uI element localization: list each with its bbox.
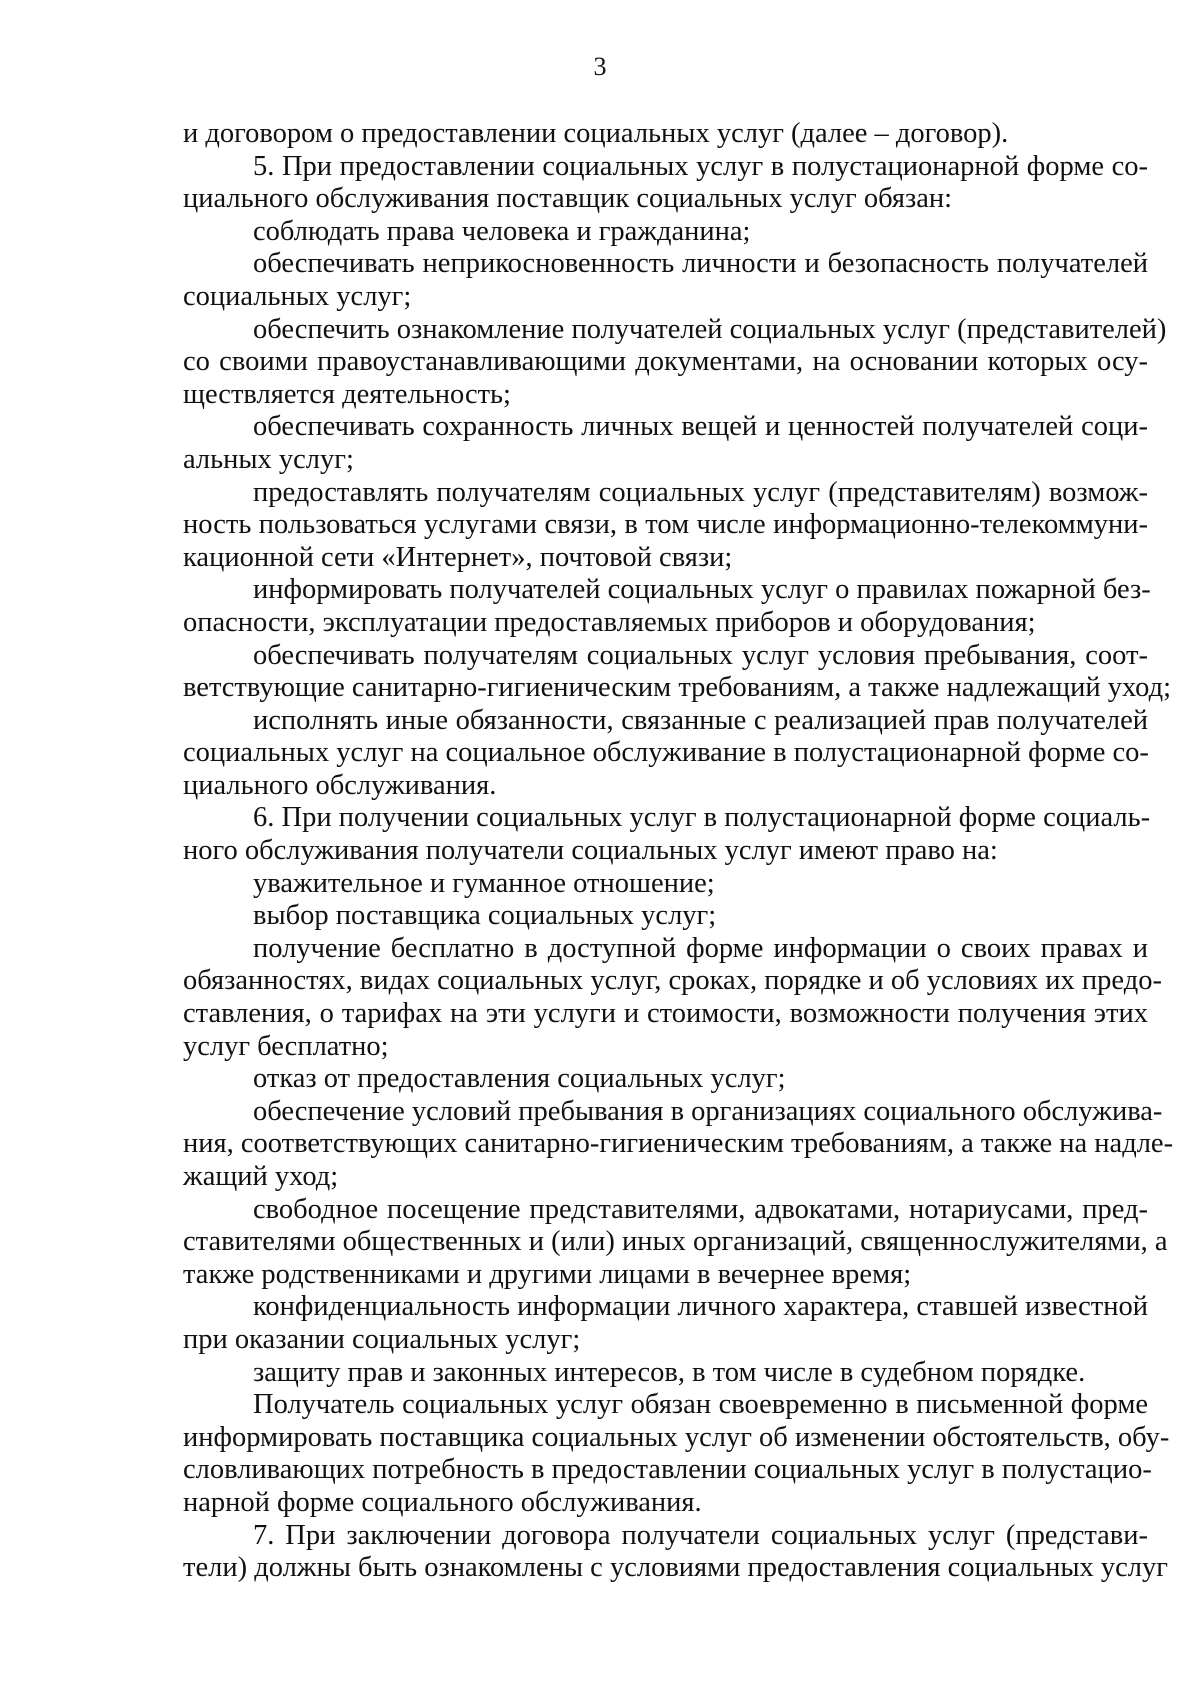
text-line: обеспечивать сохранность личных вещей и ценностей получателей соци- [253, 411, 1148, 443]
text-line: кационной сети «Интернет», почтовой связи; [183, 541, 733, 573]
text-line: нарной форме социального обслуживания. [183, 1486, 702, 1518]
text-line: опасности, эксплуатации предоставляемых приборов и оборудования; [183, 606, 1036, 638]
text-line: защиту прав и законных интересов, в том числе в судебном порядке. [253, 1356, 1086, 1388]
text-line: жащий уход; [183, 1161, 339, 1192]
text-line: ставителями общественных и (или) иных организаций, священнослужителями, а [183, 1226, 1168, 1258]
text-line: социальных услуг; [183, 280, 412, 312]
text-line: обязанностях, видах социальных услуг, сроках, порядке и об условиях их предо- [183, 965, 1162, 997]
text-line: ного обслуживания получатели социальных услуг имеют право на: [183, 835, 998, 867]
text-line: соблюдать права человека и гражданина; [253, 215, 751, 247]
text-line: 7. При заключении договора получатели социальных услуг (представи- [253, 1519, 1148, 1551]
text-line: обеспечить ознакомление получателей социальных услуг (представителей) [253, 313, 1167, 345]
text-line: отказ от предоставления социальных услуг; [253, 1063, 786, 1095]
text-line: Получатель социальных услуг обязан своевременно в письменной форме [253, 1389, 1148, 1421]
text-line: тели) должны быть ознакомлены с условиями предоставления социальных услуг [183, 1552, 1168, 1584]
text-line: при оказании социальных услуг; [183, 1323, 581, 1355]
text-line: альных услуг; [183, 443, 354, 475]
text-line: уважительное и гуманное отношение; [253, 867, 715, 899]
text-line: выбор поставщика социальных услуг; [253, 900, 717, 932]
text-line: ность пользоваться услугами связи, в том числе информационно-телекоммуни- [183, 509, 1148, 541]
text-line: 6. При получении социальных услуг в полустационарной форме социаль- [253, 802, 1151, 834]
text-line: социальных услуг на социальное обслуживание в полустационарной форме со- [183, 737, 1149, 769]
text-line: ществляется деятельность; [183, 378, 511, 410]
text-line: информировать получателей социальных услуг о правилах пожарной без- [253, 574, 1151, 606]
text-line: циального обслуживания поставщик социальных услуг обязан: [183, 183, 953, 215]
text-line: и договором о предоставлении социальных услуг (далее – договор). [183, 118, 1009, 149]
document-body [183, 118, 1174, 1585]
text-line: также родственниками и другими лицами в вечернее время; [183, 1258, 912, 1290]
text-line: циального обслуживания. [183, 769, 497, 801]
text-line: обеспечивать получателям социальных услуг условия пребывания, соот- [253, 639, 1148, 671]
text-line: свободное посещение представителями, адвокатами, нотариусами, пред- [253, 1193, 1148, 1225]
text-line: услуг бесплатно; [183, 1030, 389, 1062]
text-line: информировать поставщика социальных услуг об изменении обстоятельств, обу- [183, 1421, 1170, 1453]
text-line: предоставлять получателям социальных услуг (представителям) возмож- [253, 476, 1148, 508]
text-line: со своими правоустанавливающими документами, на основании которых осу- [183, 346, 1148, 378]
page-number: 3 [593, 52, 607, 81]
text-line: ставления, о тарифах на эти услуги и стоимости, возможности получения этих [183, 998, 1148, 1030]
text-line: обеспечивать неприкосновенность личности и безопасность получателей [253, 248, 1148, 280]
text-line: словливающих потребность в предоставлении социальных услуг в полустацио- [183, 1454, 1152, 1486]
text-line: конфиденциальность информации личного характера, ставшей известной [253, 1291, 1148, 1323]
text-line: получение бесплатно в доступной форме информации о своих правах и [253, 932, 1148, 964]
text-line: исполнять иные обязанности, связанные с реализацией прав получателей [253, 704, 1148, 736]
text-line: ния, соответствующих санитарно-гигиеническим требованиям, а также на надле- [183, 1128, 1174, 1160]
text-line: обеспечение условий пребывания в организациях социального обслужива- [253, 1095, 1163, 1127]
text-line: 5. При предоставлении социальных услуг в полустационарной форме со- [253, 150, 1148, 182]
text-line: ветствующие санитарно-гигиеническим требованиям, а также надлежащий уход; [183, 672, 1172, 704]
